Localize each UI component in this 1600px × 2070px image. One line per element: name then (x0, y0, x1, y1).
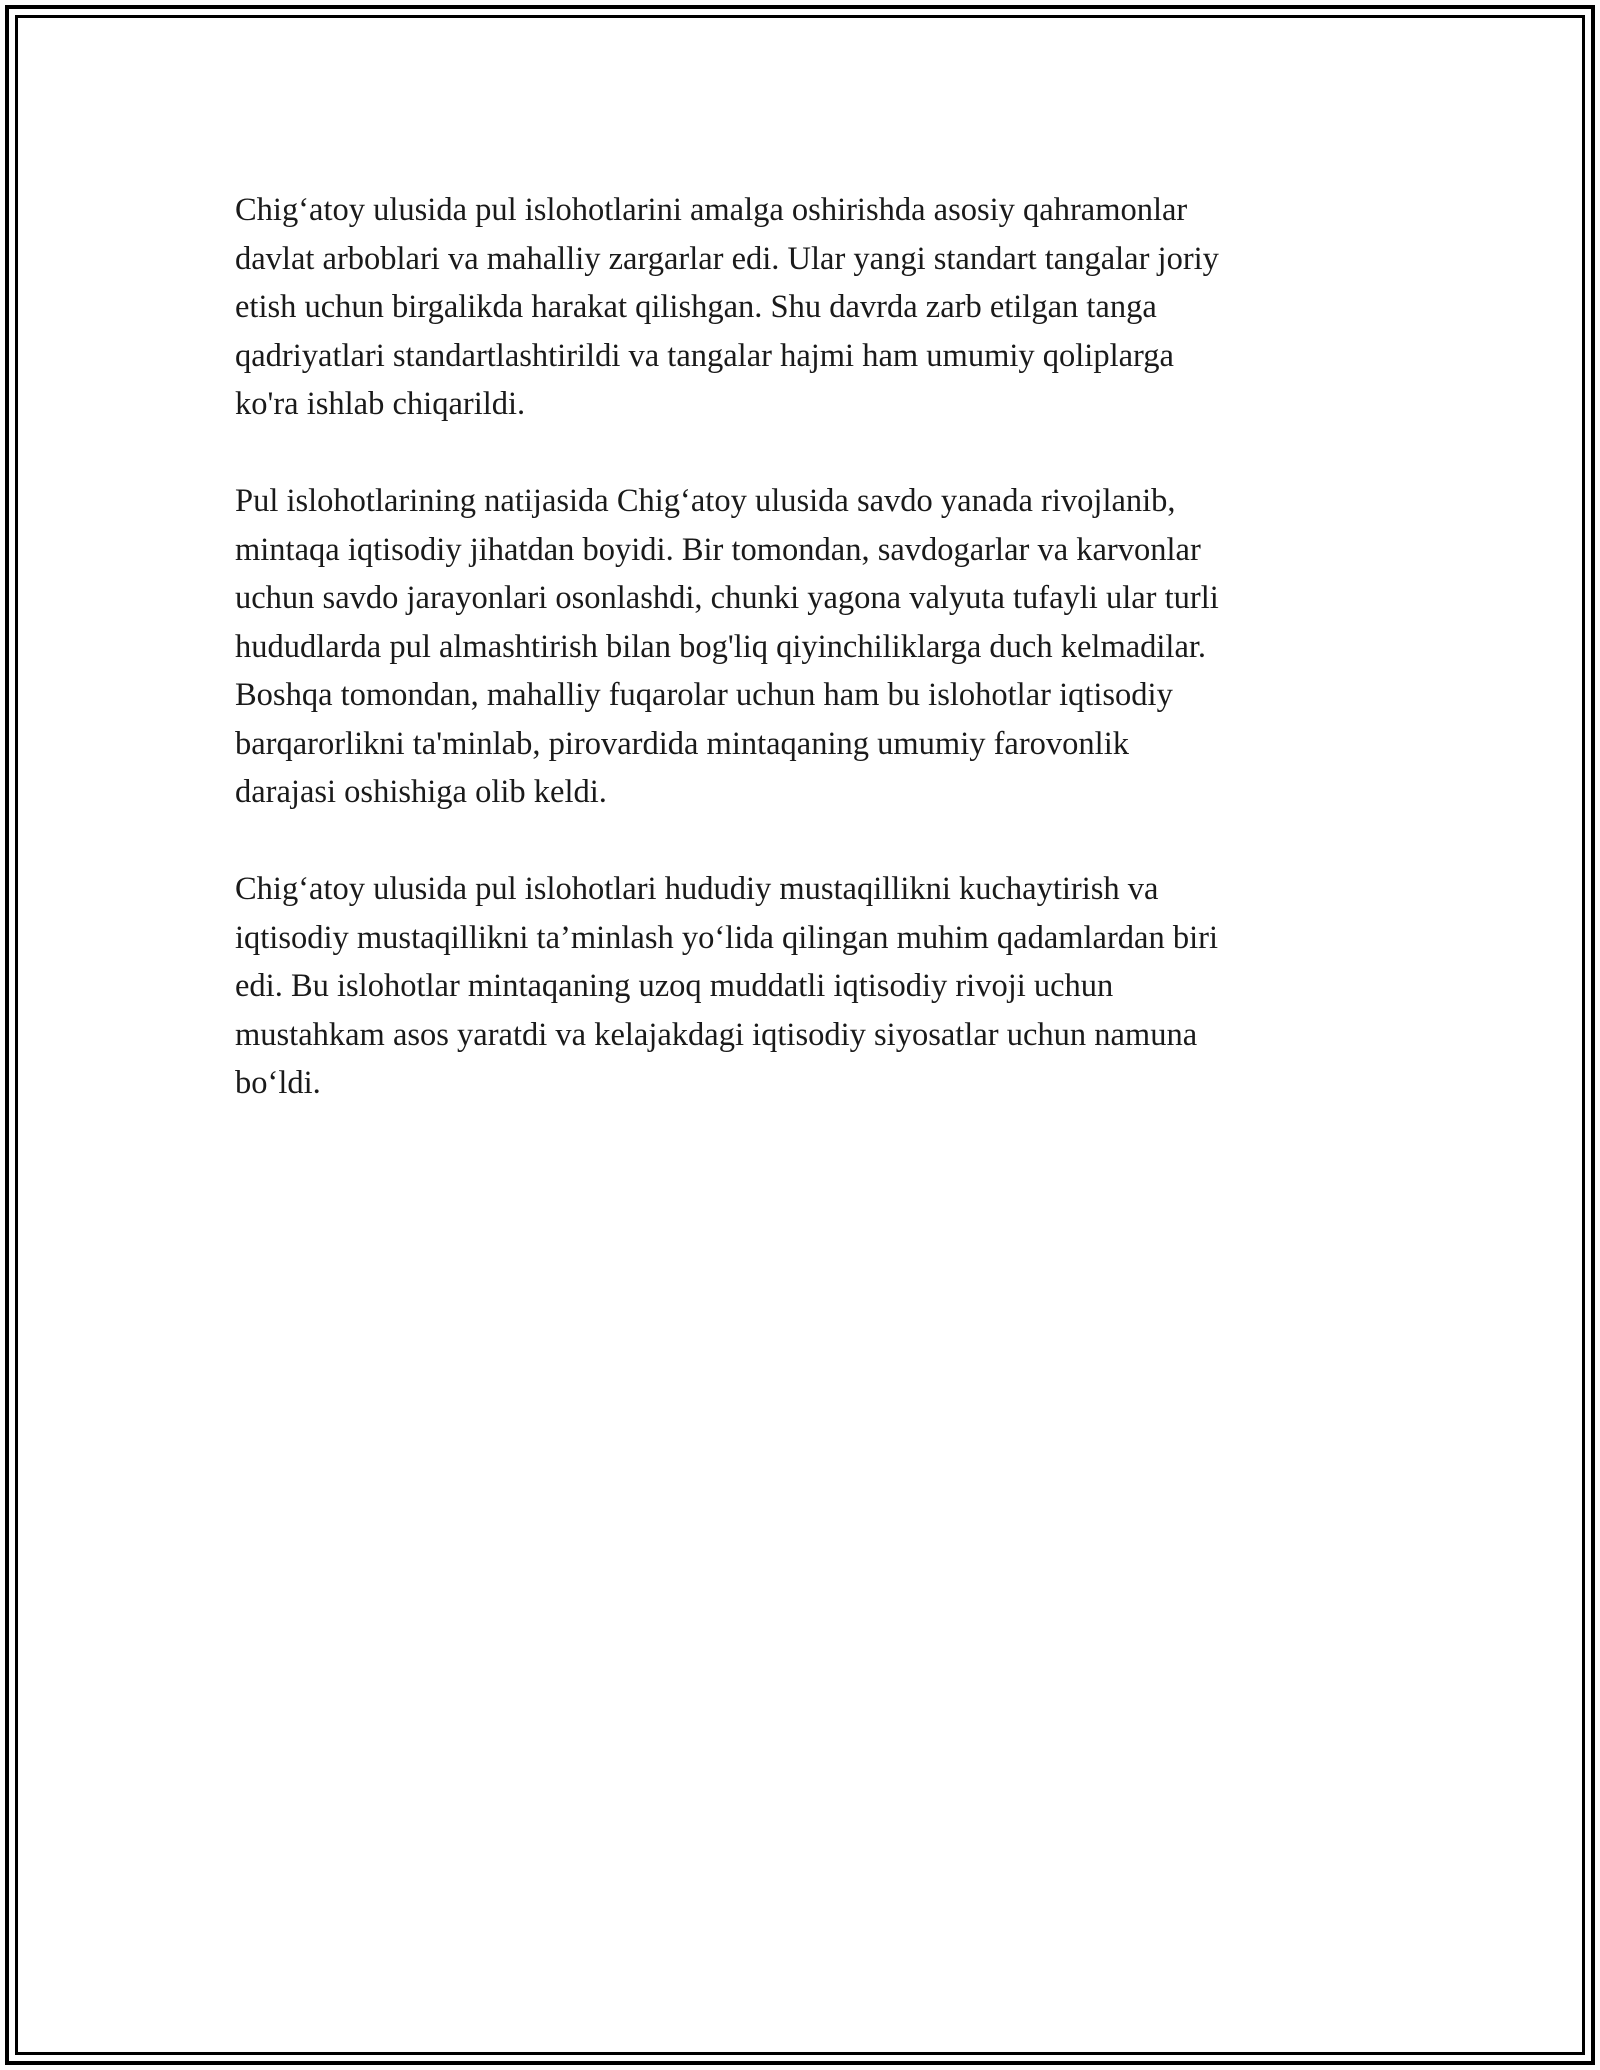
text-line: darajasi oshishiga olib keldi. (235, 774, 607, 810)
text-line: mustahkam asos yaratdi va kelajakdagi iqtisodiy siyosatlar uchun namuna (235, 1016, 1198, 1053)
text-line: qadriyatlari standartlashtirildi va tangalar hajmi ham umumiy qoliplarga (235, 337, 1174, 374)
text-line: Chig‘atoy ulusida pul islohotlarini amalga oshirishda asosiy qahramonlar (235, 192, 1188, 228)
text-line: edi. Bu islohotlar mintaqaning uzoq muddatli iqtisodiy rivoji uchun (235, 968, 1114, 1004)
paragraph-3 (235, 865, 1360, 1108)
text-line: Boshqa tomondan, mahalliy fuqarolar uchun ham bu islohotlar iqtisodiy (235, 677, 1173, 713)
text-line: iqtisodiy mustaqillikni ta’minlash yo‘lida qilingan muhim qadamlardan biri (235, 919, 1218, 956)
text-line: barqarorlikni ta'minlab, pirovardida mintaqaning umumiy farovonlik (235, 725, 1129, 762)
text-line: hududlarda pul almashtirish bilan bog'liq qiyinchiliklarga duch kelmadilar. (235, 628, 1207, 665)
text-line: mintaqa iqtisodiy jihatdan boyidi. Bir tomondan, savdogarlar va karvonlar (235, 531, 1201, 568)
text-line: etish uchun birgalikda harakat qilishgan. Shu davrda zarb etilgan tanga (235, 289, 1157, 325)
paragraph-2 (235, 477, 1360, 817)
text-line: davlat arboblari va mahalliy zargarlar edi. Ular yangi standart tangalar joriy (235, 240, 1219, 277)
text-line: Chig‘atoy ulusida pul islohotlari hududiy mustaqillikni kuchaytirish va (235, 871, 1159, 907)
document-body (235, 186, 1360, 1156)
text-line: Pul islohotlarining natijasida Chig‘atoy ulusida savdo yanada rivojlanib, (235, 483, 1176, 519)
paragraph-1 (235, 186, 1360, 429)
text-line: uchun savdo jarayonlari osonlashdi, chunki yagona valyuta tufayli ular turli (235, 580, 1219, 616)
text-line: bo‘ldi. (235, 1065, 321, 1101)
text-line: ko'ra ishlab chiqarildi. (235, 386, 526, 422)
